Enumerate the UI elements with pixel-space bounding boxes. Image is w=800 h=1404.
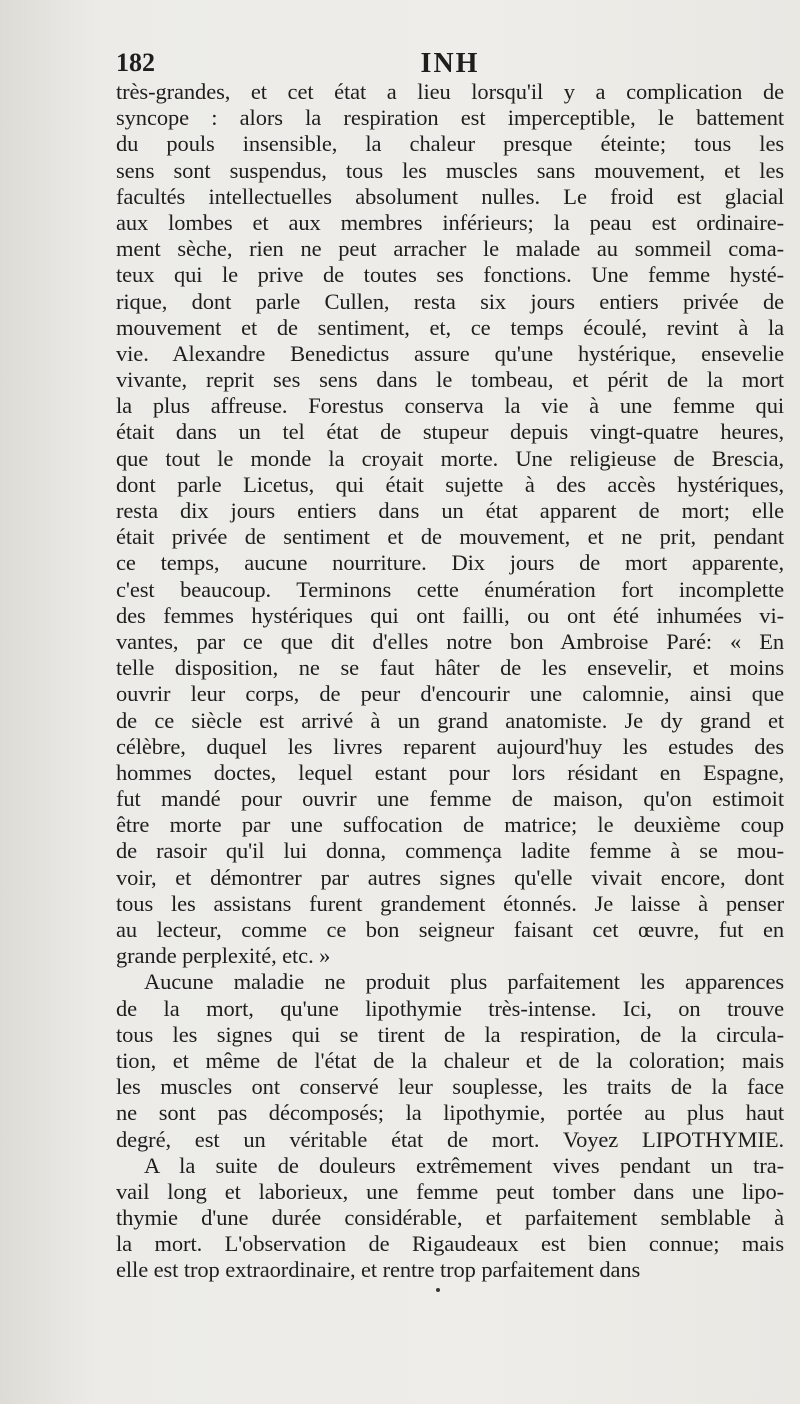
ink-speck: [436, 1288, 440, 1292]
text-line: ce temps, aucune nourriture. Dix jours de mort apparente,: [116, 550, 784, 576]
text-line: vie. Alexandre Benedictus assure qu'une hystérique, ensevelie: [116, 340, 784, 366]
text-line: rique, dont parle Cullen, resta six jours entiers privée de: [116, 288, 784, 314]
text-line: de rasoir qu'il lui donna, commença ladite femme à se mou-: [116, 838, 784, 864]
text-line: syncope : alors la respiration est imperceptible, le battement: [116, 105, 784, 131]
text-line: être morte par une suffocation de matrice; le deuxième coup: [116, 812, 784, 838]
text-line: Aucune maladie ne produit plus parfaitement les apparences: [144, 969, 784, 995]
text-line: resta dix jours entiers dans un état apparent de mort; elle: [116, 498, 784, 523]
text-line: vail long et laborieux, une femme peut tomber dans une lipo-: [116, 1178, 784, 1204]
text-line: vantes, par ce que dit d'elles notre bon Ambroise Paré: « En: [116, 628, 784, 654]
text-line: était privée de sentiment et de mouvement, et ne prit, pendant: [116, 524, 784, 550]
text-line: de la mort, qu'une lipothymie très-intense. Ici, on trouve: [116, 995, 784, 1021]
text-line: hommes doctes, lequel estant pour lors résidant en Espagne,: [116, 759, 784, 785]
text-line: teux qui le prive de toutes ses fonctions. Une femme hysté-: [116, 262, 784, 288]
text-line: des femmes hystériques qui ont failli, ou ont été inhumées vi-: [116, 602, 784, 628]
text-line: les muscles ont conservé leur souplesse, les traits de la face: [116, 1074, 784, 1100]
text-line: célèbre, duquel les livres reparent aujourd'huy les estudes des: [116, 733, 784, 759]
text-line: tous les assistans furent grandement étonnés. Je laisse à penser: [116, 890, 784, 916]
body-text: [116, 79, 784, 1284]
text-line: ment sèche, rien ne peut arracher le malade au sommeil coma-: [116, 236, 784, 262]
text-line: très-grandes, et cet état a lieu lorsqu'il y a complication de: [116, 79, 784, 104]
text-line: la plus affreuse. Forestus conserva la vie à une femme qui: [116, 393, 784, 419]
text-line: c'est beaucoup. Terminons cette énumération fort incomplette: [116, 576, 784, 602]
text-line: grande perplexité, etc. »: [116, 943, 331, 969]
text-line: telle disposition, ne se faut hâter de les ensevelir, et moins: [116, 655, 784, 681]
page-number: 182: [116, 48, 155, 77]
text-line: voir, et démontrer par autres signes qu'elle vivait encore, dont: [116, 864, 784, 890]
text-line: était dans un tel état de stupeur depuis vingt-quatre heures,: [116, 419, 784, 445]
text-line: dont parle Licetus, qui était sujette à des accès hystériques,: [116, 471, 784, 497]
text-line: de ce siècle est arrivé à un grand anatomiste. Je dy grand et: [116, 707, 784, 733]
text-line: elle est trop extraordinaire, et rentre trop parfaitement dans: [116, 1257, 641, 1283]
text-line: la mort. L'observation de Rigaudeaux est bien connue; mais: [116, 1231, 784, 1257]
text-line: du pouls insensible, la chaleur presque éteinte; tous les: [116, 131, 784, 157]
text-line: ne sont pas décomposés; la lipothymie, portée au plus haut: [116, 1100, 784, 1126]
text-line: A la suite de douleurs extrêmement vives pendant un tra-: [144, 1152, 784, 1178]
text-line: tous les signes qui se tirent de la respiration, de la circula-: [116, 1021, 784, 1047]
text-line: fut mandé pour ouvrir une femme de maison, qu'on estimoit: [116, 786, 784, 812]
running-head: INH: [420, 48, 480, 79]
text-line: ouvrir leur corps, de peur d'encourir une calomnie, ainsi que: [116, 681, 784, 707]
text-line: au lecteur, comme ce bon seigneur faisant cet œuvre, fut en: [116, 917, 784, 942]
text-line: thymie d'une durée considérable, et parfaitement semblable à: [116, 1205, 784, 1231]
text-line: mouvement et de sentiment, et, ce temps écoulé, revint à la: [116, 314, 784, 340]
text-line: vivante, reprit ses sens dans le tombeau, et périt de la mort: [116, 367, 784, 393]
text-line: tion, et même de l'état de la chaleur et de la coloration; mais: [116, 1047, 784, 1073]
text-line: degré, est un véritable état de mort. Voyez LIPOTHYMIE.: [116, 1126, 784, 1152]
text-line: facultés intellectuelles absolument nulles. Le froid est glacial: [116, 183, 784, 209]
text-line: sens sont suspendus, tous les muscles sans mouvement, et les: [116, 157, 784, 183]
text-line: que tout le monde la croyait morte. Une religieuse de Brescia,: [116, 445, 784, 471]
text-line: aux lombes et aux membres inférieurs; la peau est ordinaire-: [116, 209, 784, 235]
